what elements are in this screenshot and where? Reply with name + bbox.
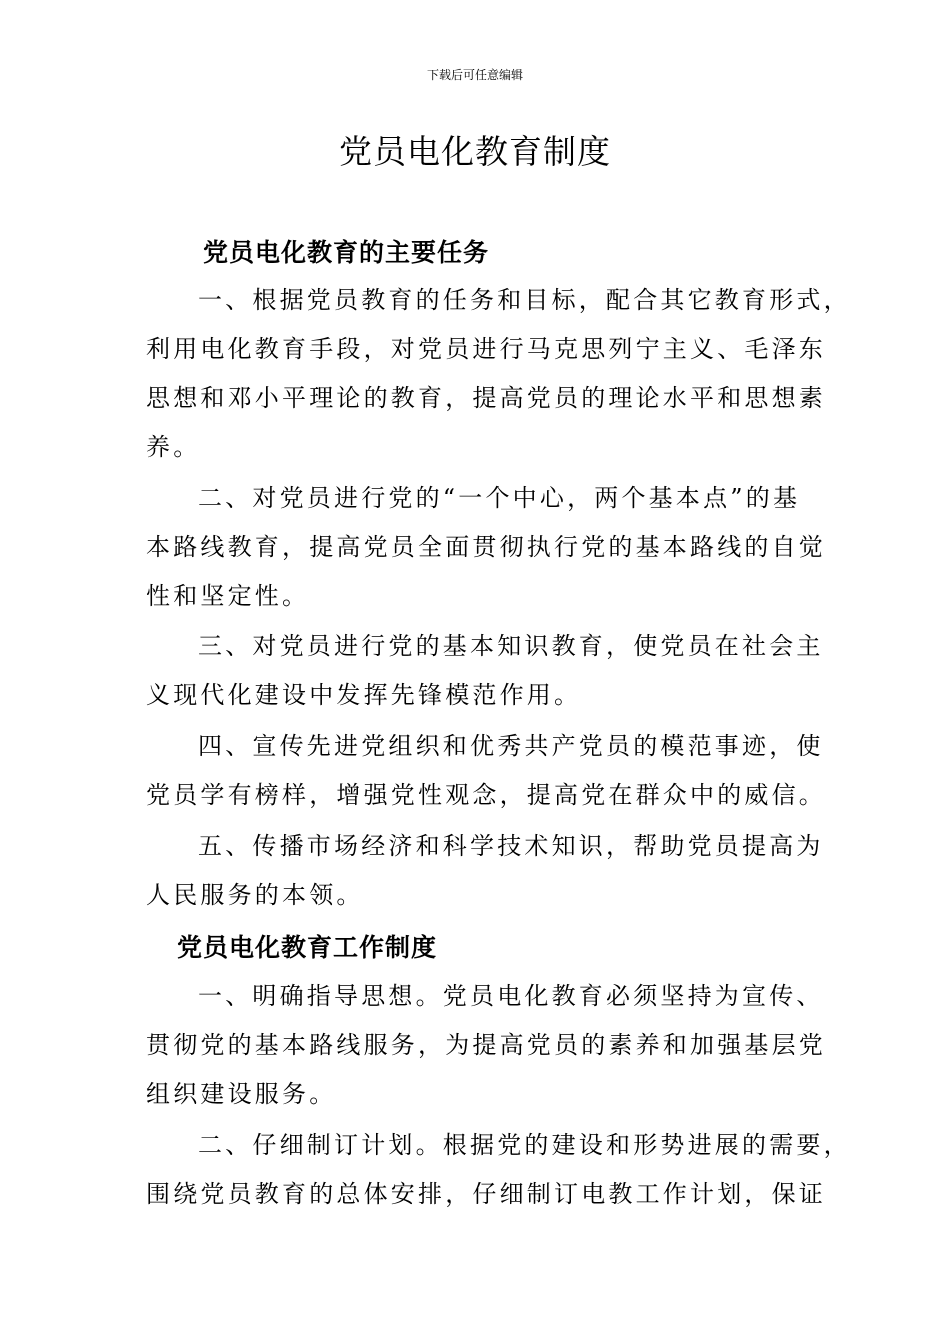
paragraph-line: 党员学有榜样，增强党性观念，提高党在群众中的威信。: [146, 781, 826, 809]
paragraph-line: 组织建设服务。: [146, 1080, 337, 1108]
paragraph-line: 一、根据党员教育的任务和目标，配合其它教育形式，: [198, 286, 851, 314]
paragraph: [146, 1121, 851, 1219]
paragraph-line: 四、宣传先进党组织和优秀共产党员的模范事迹，使: [198, 732, 824, 760]
paragraph-line: 义现代化建设中发挥先锋模范作用。: [146, 681, 582, 709]
section-heading-main-tasks: 党员电化教育的主要任务: [203, 238, 490, 267]
paragraph-line: 一、明确指导思想。党员电化教育必须坚持为宣传、: [198, 982, 824, 1010]
page-header-note: 下载后可任意编辑: [426, 68, 523, 82]
paragraph-line: 人民服务的本领。: [146, 881, 364, 909]
paragraph-line: 养。: [146, 433, 201, 461]
paragraph-line: 五、传播市场经济和科学技术知识，帮助党员提高为: [198, 832, 824, 860]
document-title: 党员电化教育制度: [339, 132, 611, 171]
paragraph: [146, 822, 836, 920]
paragraph-line: 性和坚定性。: [146, 582, 310, 610]
paragraph-line: 思想和邓小平理论的教育，提高党员的理论水平和思想素: [146, 384, 826, 412]
paragraph: [146, 622, 836, 720]
paragraph-line: 本路线教育，提高党员全面贯彻执行党的基本路线的自觉: [146, 533, 826, 561]
paragraph-line: 二、对党员进行党的“一个中心，两个基本点”的基: [198, 484, 801, 512]
paragraph: [146, 722, 836, 820]
section-heading-work-system: 党员电化教育工作制度: [177, 933, 438, 962]
paragraph-line: 二、仔细制订计划。根据党的建设和形势进展的需要，: [198, 1131, 851, 1159]
paragraph-line: 围绕党员教育的总体安排，仔细制订电教工作计划，保证: [146, 1180, 826, 1208]
paragraph-line: 利用电化教育手段，对党员进行马克思列宁主义、毛泽东: [146, 335, 826, 363]
paragraph-line: 三、对党员进行党的基本知识教育，使党员在社会主: [198, 632, 824, 660]
paragraph-line: 贯彻党的基本路线服务，为提高党员的素养和加强基层党: [146, 1031, 826, 1059]
paragraph: [146, 276, 851, 472]
paragraph: [146, 972, 836, 1119]
paragraph: [146, 474, 836, 621]
